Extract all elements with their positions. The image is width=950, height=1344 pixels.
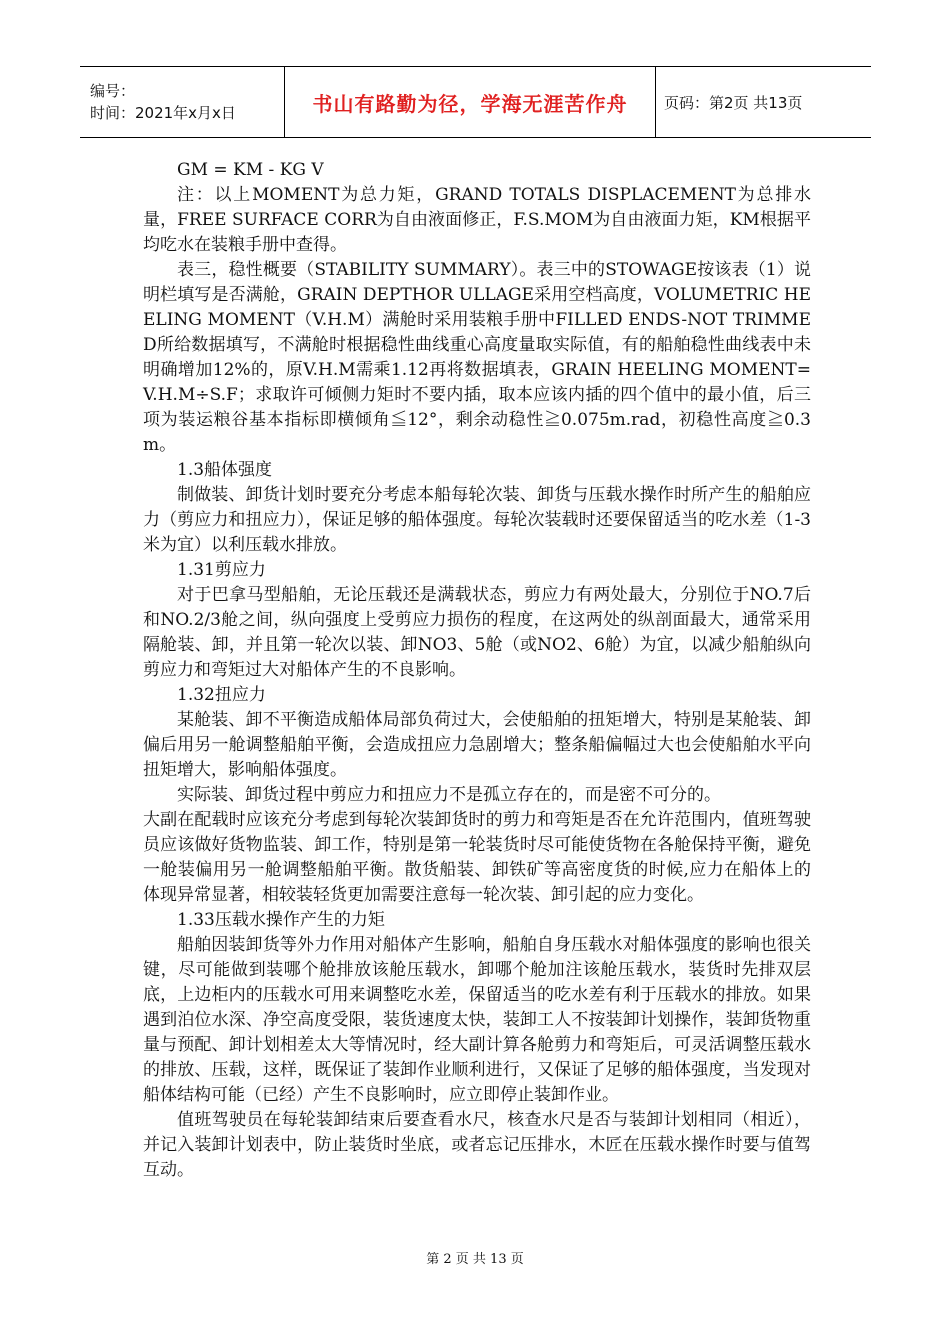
page-footer: 第 2 页 共 13 页 (426, 1252, 524, 1267)
formula-gm: GM = KM - KG V (177, 160, 324, 180)
date-line: 时间：2021年x月x日 (90, 104, 236, 122)
paragraph-combined-stress: 实际装、卸货过程中剪应力和扭应力不是孤立存在的，而是密不可分的。 (177, 785, 721, 805)
heading-ballast-moment: 1.33压载水操作产生的力矩 (177, 910, 385, 930)
header-page-info: 页码：第2页 共13页 (664, 93, 803, 112)
paragraph-draft-check: 值班驾驶员在每轮装卸结束后要查看水尺，核查水尺是否与装卸计划相同（相近），并记入装卸计划表中，防止装货时坐底，或者忘记压排水，木匠在压载水操作时要与值驾互动。 (143, 1110, 811, 1180)
header-motto: 书山有路勤为径，学海无涯苦作舟 (312, 91, 628, 116)
paragraph-ballast-moment: 船舶因装卸货等外力作用对船体产生影响，船舶自身压载水对船体强度的影响也很关键，尽可能做到装哪个舱排放该舱压载水，卸哪个舱加注该舱压载水，装货时先排双层底，上边柜内的压载水可用来调整吃水差，保留适当的吃水差有利于压载水的排放。如果遇到泊位水深、净空高度受限，装货速度太快，装卸工人不按装卸计划操作，装卸货物重量与预配、卸计划相差太大等情况时，经大副计算各舱剪力和弯矩后，可灵活调整压载水的排放、压载，这样，既保证了装卸作业顺利进行，又保证了足够的船体强度，当发现对船体结构可能（已经）产生不良影响时，应立即停止装卸作业。 (143, 935, 811, 1105)
paragraph-stability-summary: 表三，稳性概要（STABILITY SUMMARY）。表三中的STOWAGE按该表（1）说明栏填写是否满舱，GRAIN DEPTHOR ULLAGE采用空档高度，VOLUMETRIC HEELING MOMENT（V.H.M）满舱时采用装粮手册中FILLED ENDS-NOT TRIMMED所给数据填写，不满舱时根据稳性曲线重心高度量取实际值，有的船舶稳性曲线表中未明确增加12%的，原V.H.M需乘1.12再将数据填表，GRAIN HEELING MOMENT=V.H.M÷S.F；求取许可倾侧力矩时不要内插，取本应该内插的四个值中的最小值，后三项为装运粮谷基本指标即横倾角≦12°，剩余动稳性≧0.075m.rad，初稳性高度≧0.3m。 (143, 260, 811, 455)
paragraph-shear-stress: 对于巴拿马型船舶，无论压载还是满载状态，剪应力有两处最大，分别位于NO.7后和NO.2/3舱之间，纵向强度上受剪应力损伤的程度，在这两处的纵剖面最大，通常采用隔舱装、卸，并且第一轮次以装、卸NO3、5舱（或NO2、6舱）为宜，以减少船舶纵向剪应力和弯矩过大对船体产生的不良影响。 (143, 585, 811, 680)
page-header (80, 66, 871, 138)
paragraph-note: 注：以上MOMENT为总力矩，GRAND TOTALS DISPLACEMENT为总排水量，FREE SURFACE CORR为自由液面修正，F.S.MOM为自由液面力矩，KM根据平均吃水在装粮手册中查得。 (143, 185, 811, 255)
number-label: 编号： (90, 82, 136, 100)
header-motto-cell (284, 67, 656, 137)
heading-shear-stress: 1.31剪应力 (177, 560, 266, 580)
heading-torsional-stress: 1.32扭应力 (177, 685, 266, 705)
paragraph-torsional-stress: 某舱装、卸不平衡造成船体局部负荷过大，会使船舶的扭矩增大，特别是某舱装、卸偏后用另一舱调整船舶平衡，会造成扭应力急剧增大；整条船偏幅过大也会使船舶水平向扭矩增大，影响船体强度。 (143, 710, 811, 780)
document-body (143, 158, 811, 1183)
paragraph-chief-officer: 大副在配载时应该充分考虑到每轮次装卸货时的剪力和弯矩是否在允许范围内，值班驾驶员应该做好货物监装、卸工作，特别是第一轮装货时尽可能使货物在各舱保持平衡，避免一舱装偏用另一舱调整船舶平衡。散货船装、卸铁矿等高密度货的时候,应力在船体上的体现异常显著，相较装轻货更加需要注意每一轮次装、卸引起的应力变化。 (143, 810, 811, 905)
paragraph-hull-strength: 制做装、卸货计划时要充分考虑本船每轮次装、卸货与压载水操作时所产生的船舶应力（剪应力和扭应力），保证足够的船体强度。每轮次装载时还要保留适当的吃水差（1-3米为宜）以利压载水排放。 (143, 485, 811, 555)
header-left (80, 67, 284, 137)
heading-hull-strength: 1.3船体强度 (177, 460, 273, 480)
